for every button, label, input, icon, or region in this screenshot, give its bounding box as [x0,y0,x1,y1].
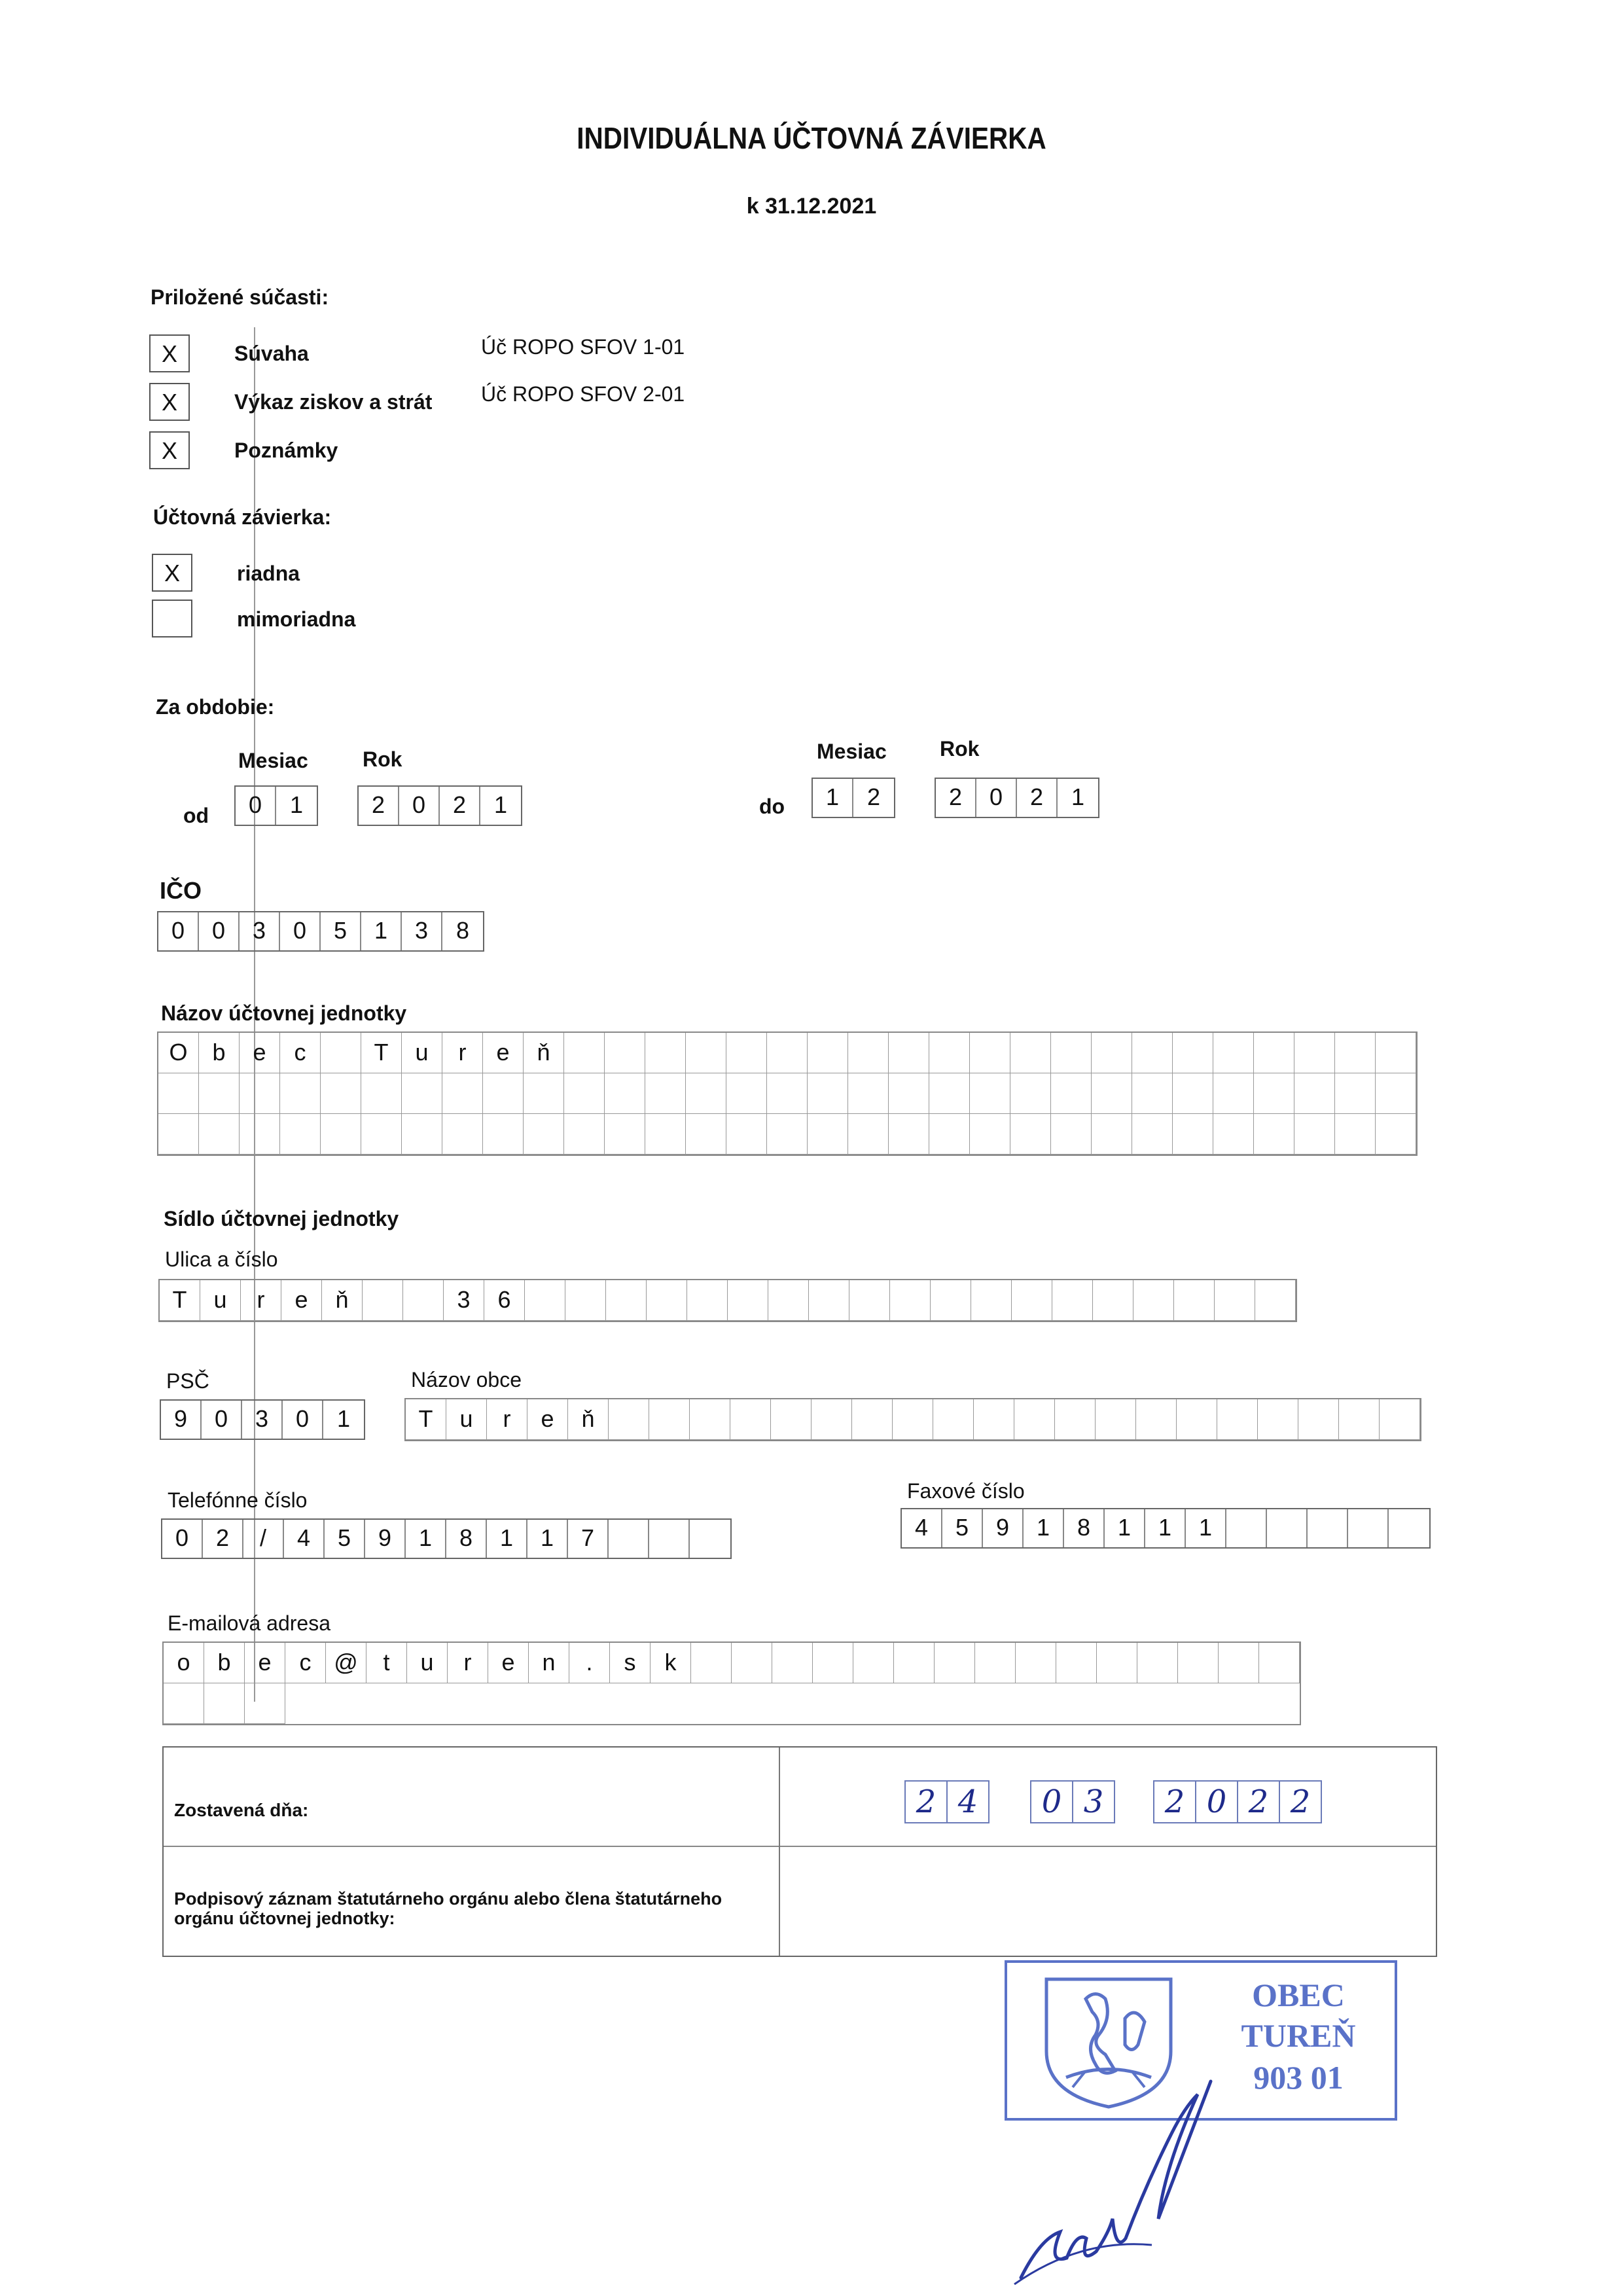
char-cell [1132,1114,1173,1155]
street-label: Ulica a číslo [165,1247,278,1271]
digit-cell: 0 [399,787,440,825]
char-cell [525,1280,565,1321]
char-cell: c [285,1643,326,1683]
char-cell [609,1520,649,1558]
char-cell [1173,1073,1213,1114]
handwritten-digit: 2 [1238,1782,1280,1822]
char-cell [853,1643,894,1683]
char-cell [1051,1073,1092,1114]
compiled-label: Zostavená dňa: [174,1800,309,1820]
char-cell [1010,1073,1051,1114]
char-cell: s [610,1643,651,1683]
ico-field[interactable] [157,911,484,952]
char-cell: r [448,1643,488,1683]
char-cell [1294,1073,1335,1114]
town-field[interactable] [404,1398,1421,1441]
char-cell: e [245,1643,285,1683]
char-cell: c [280,1033,321,1073]
char-cell [894,1643,935,1683]
char-cell [402,1114,442,1155]
char-cell: 3 [444,1280,484,1321]
char-cell [321,1033,361,1073]
char-cell [1335,1073,1376,1114]
char-cell [730,1399,771,1440]
char-cell [933,1399,974,1440]
char-cell [199,1073,240,1114]
char-cell: 1 [1145,1509,1186,1547]
char-cell [402,1073,442,1114]
char-cell [732,1643,772,1683]
char-cell [975,1643,1016,1683]
char-cell [686,1114,726,1155]
char-cell [240,1073,280,1114]
digit-cell: 8 [455,917,470,944]
char-cell [564,1073,605,1114]
char-cell: ň [568,1399,609,1440]
from-year-field[interactable] [357,785,522,826]
handwritten-digit: 2 [1154,1782,1196,1822]
digit-cell: 2 [936,779,976,817]
char-cell [1348,1509,1389,1547]
closing-type-label: riadna [237,562,300,585]
char-cell [1294,1033,1335,1073]
char-cell [524,1114,564,1155]
to-month-label: Mesiac [817,740,887,763]
char-cell [1056,1643,1097,1683]
char-cell [1173,1033,1213,1073]
char-cell: r [241,1280,281,1321]
char-cell [728,1280,768,1321]
char-cell: 3 [242,1401,283,1439]
char-cell [1055,1399,1096,1440]
char-cell: 5 [325,1520,365,1558]
char-cell [1093,1280,1133,1321]
char-cell: T [160,1280,200,1321]
compiled-year-field[interactable] [1153,1780,1322,1823]
char-cell [890,1280,931,1321]
char-cell [690,1520,730,1558]
closing-type-heading: Účtovná závierka: [153,505,332,529]
char-cell [767,1073,808,1114]
char-cell: u [200,1280,241,1321]
char-cell: u [407,1643,448,1683]
char-cell [1258,1399,1298,1440]
table-divider [779,1748,780,1956]
char-cell [813,1643,853,1683]
char-cell [929,1073,970,1114]
char-cell [931,1280,971,1321]
from-month-field[interactable] [234,785,318,826]
email-field[interactable] [162,1641,1301,1725]
char-cell: b [199,1033,240,1073]
signature-label: Podpisový záznam štatutárneho orgánu alebo člena štatutárneho orgánu účtovnej jednotky: [174,1889,722,1928]
attachment-label: Výkaz ziskov a strát [234,390,433,414]
closing-type-label: mimoriadna [237,607,356,631]
char-cell [645,1073,686,1114]
email-label: E-mailová adresa [168,1611,330,1635]
char-cell [1335,1033,1376,1073]
psc-field[interactable] [160,1399,365,1440]
char-cell [767,1033,808,1073]
char-cell [1051,1114,1092,1155]
from-year-label: Rok [363,747,402,771]
char-cell [609,1399,649,1440]
char-cell [483,1073,524,1114]
char-cell: 9 [365,1520,406,1558]
char-cell [645,1114,686,1155]
to-label: do [759,795,785,818]
to-month-field[interactable] [812,778,895,818]
char-cell: 7 [568,1520,609,1558]
checkbox-poznamky[interactable]: X [149,431,190,469]
char-cell [690,1399,730,1440]
handwritten-digit: 2 [906,1782,948,1822]
char-cell: . [569,1643,610,1683]
char-cell: u [402,1033,442,1073]
fax-label: Faxové číslo [907,1479,1025,1503]
char-cell [442,1073,483,1114]
fax-field[interactable] [901,1508,1431,1549]
char-cell [280,1073,321,1114]
char-cell [1010,1033,1051,1073]
char-cell [649,1520,690,1558]
char-cell [245,1683,285,1724]
char-cell [772,1643,813,1683]
char-cell: o [164,1643,204,1683]
char-cell: 8 [1064,1509,1105,1547]
char-cell [1226,1509,1267,1547]
char-cell: 1 [527,1520,568,1558]
attachment-label: Súvaha [234,342,309,365]
handwritten-digit: 4 [957,1784,978,1820]
char-cell [1213,1073,1254,1114]
char-cell [970,1114,1010,1155]
char-cell [280,1114,321,1155]
char-cell [1339,1399,1380,1440]
ico-label: IČO [160,877,202,904]
char-cell [1132,1033,1173,1073]
char-cell: 4 [902,1509,942,1547]
char-cell [686,1073,726,1114]
char-cell [1335,1114,1376,1155]
digit-cell: 3 [402,912,442,950]
from-month-label: Mesiac [238,749,308,772]
char-cell [1298,1399,1339,1440]
street-field[interactable] [158,1279,1297,1322]
checkbox-vykaz[interactable]: X [149,383,190,421]
char-cell [240,1114,280,1155]
char-cell [1092,1073,1132,1114]
checkbox-riadna[interactable]: X [152,554,192,592]
digit-cell: 1 [361,912,402,950]
char-cell [889,1114,929,1155]
char-cell [726,1073,767,1114]
char-cell: 5 [942,1509,983,1547]
seat-heading: Sídlo účtovnej jednotky [164,1207,399,1230]
char-cell: t [366,1643,407,1683]
psc-label: PSČ [166,1369,209,1393]
char-cell [849,1280,890,1321]
char-cell: 1 [487,1520,527,1558]
char-cell: 2 [203,1520,243,1558]
char-cell [1177,1399,1217,1440]
char-cell: b [204,1643,245,1683]
char-cell [645,1033,686,1073]
char-cell [361,1073,402,1114]
char-cell [771,1399,812,1440]
char-cell: 1 [1186,1509,1226,1547]
digit-cell: 0 [976,779,1017,817]
char-cell [1178,1643,1219,1683]
char-cell [1016,1643,1056,1683]
char-cell [767,1114,808,1155]
to-year-field[interactable] [935,778,1099,818]
handwritten-digit: 0 [1196,1782,1238,1822]
checkbox-mimoriadna[interactable] [152,600,192,637]
char-cell [889,1073,929,1114]
char-cell [649,1399,690,1440]
char-cell [686,1033,726,1073]
char-cell [1092,1114,1132,1155]
char-cell [1254,1073,1294,1114]
char-cell [164,1683,204,1724]
char-cell [403,1280,444,1321]
char-cell [691,1643,732,1683]
char-cell: 0 [162,1520,203,1558]
char-cell: / [243,1520,284,1558]
checkbox-suvaha[interactable]: X [149,334,190,372]
char-cell [605,1073,645,1114]
char-cell: e [488,1643,529,1683]
stamp-line-3: 903 01 [1253,2059,1344,2096]
char-cell [1092,1033,1132,1073]
phone-label: Telefónne číslo [168,1488,308,1512]
char-cell [483,1114,524,1155]
char-cell [606,1280,647,1321]
char-cell [564,1033,605,1073]
digit-cell: 1 [289,791,304,818]
digit-cell: 2 [359,787,399,825]
to-year-label: Rok [940,737,980,761]
char-cell [1051,1033,1092,1073]
char-cell [1213,1114,1254,1155]
char-cell [970,1073,1010,1114]
char-cell [158,1114,199,1155]
char-cell: 1 [1024,1509,1064,1547]
char-cell [1052,1280,1093,1321]
digit-cell: 3 [240,912,280,950]
digit-cell: 1 [493,791,508,818]
compiled-day-field[interactable] [904,1780,990,1823]
char-cell [1254,1033,1294,1073]
char-cell [808,1073,848,1114]
char-cell [1096,1399,1136,1440]
compiled-month-field[interactable] [1030,1780,1115,1823]
char-cell [361,1114,402,1155]
char-cell [809,1280,849,1321]
char-cell: 9 [161,1401,202,1439]
char-cell [1219,1643,1259,1683]
attachment-code: Úč ROPO SFOV 1-01 [481,335,685,359]
char-cell: O [158,1033,199,1073]
char-cell: 1 [336,1405,351,1432]
char-cell [321,1073,361,1114]
document-date: k 31.12.2021 [746,194,877,219]
char-cell [889,1033,929,1073]
char-cell [893,1399,933,1440]
char-cell: ň [322,1280,363,1321]
char-cell: e [527,1399,568,1440]
char-cell [935,1643,975,1683]
char-cell: T [361,1033,402,1073]
handwritten-signature [1001,2068,1237,2291]
char-cell [1097,1643,1137,1683]
char-cell [647,1280,687,1321]
char-cell [1012,1280,1052,1321]
phone-field[interactable] [161,1518,732,1559]
char-cell [726,1033,767,1073]
char-cell [852,1399,893,1440]
signature-table [162,1746,1437,1957]
char-cell: u [446,1399,487,1440]
char-cell [605,1033,645,1073]
digit-cell: 0 [280,912,321,950]
char-cell [442,1114,483,1155]
char-cell: 0 [202,1401,242,1439]
char-cell [974,1399,1014,1440]
town-label: Názov obce [411,1368,522,1391]
digit-cell: 1 [813,779,853,817]
char-cell [1215,1280,1255,1321]
char-cell [1254,1114,1294,1155]
char-cell: e [483,1033,524,1073]
char-cell [808,1114,848,1155]
stamp-line-1: OBEC [1252,1977,1345,2013]
char-cell: r [442,1033,483,1073]
char-cell [1010,1114,1051,1155]
digit-cell: 1 [1071,783,1085,810]
digit-cell: 2 [1017,779,1058,817]
from-label: od [183,804,209,827]
char-cell: 0 [283,1401,323,1439]
char-cell [687,1280,728,1321]
attachments-heading: Priložené súčasti: [151,285,329,309]
unit-name-field[interactable] [157,1031,1418,1156]
char-cell [605,1114,645,1155]
char-cell [848,1114,889,1155]
char-cell [808,1033,848,1073]
document-title: INDIVIDUÁLNA ÚČTOVNÁ ZÁVIERKA [577,121,1046,155]
char-cell: 9 [983,1509,1024,1547]
char-cell: T [406,1399,446,1440]
period-heading: Za obdobie: [156,695,275,719]
char-cell [1132,1073,1173,1114]
char-cell [1255,1280,1296,1321]
handwritten-digit: 2 [1290,1784,1311,1820]
char-cell [812,1399,852,1440]
digit-cell: 2 [440,787,480,825]
char-cell [848,1033,889,1073]
char-cell: 4 [284,1520,325,1558]
char-cell [321,1114,361,1155]
attachment-code: Úč ROPO SFOV 2-01 [481,382,685,406]
char-cell: 6 [484,1280,525,1321]
char-cell [1259,1643,1300,1683]
handwritten-digit: 0 [1031,1782,1073,1822]
char-cell [848,1073,889,1114]
char-cell: 1 [406,1520,446,1558]
char-cell [1217,1399,1258,1440]
char-cell: e [240,1033,280,1073]
digit-cell: 0 [236,787,276,825]
char-cell [204,1683,245,1724]
char-cell: e [281,1280,322,1321]
char-cell [1267,1509,1308,1547]
char-cell [158,1073,199,1114]
digit-cell: 0 [199,912,240,950]
char-cell: n [529,1643,569,1683]
char-cell [929,1033,970,1073]
char-cell [970,1033,1010,1073]
char-cell [1376,1073,1416,1114]
char-cell [1174,1280,1215,1321]
digit-cell: 5 [321,912,361,950]
char-cell [1308,1509,1348,1547]
char-cell: ň [524,1033,564,1073]
char-cell [1376,1033,1416,1073]
char-cell [1376,1114,1416,1155]
char-cell [1173,1114,1213,1155]
char-cell [363,1280,403,1321]
char-cell [565,1280,606,1321]
digit-cell: 2 [866,783,881,810]
char-cell [564,1114,605,1155]
char-cell [1213,1033,1254,1073]
char-cell: k [651,1643,691,1683]
char-cell [929,1114,970,1155]
char-cell [524,1073,564,1114]
char-cell [1014,1399,1055,1440]
char-cell [1137,1643,1178,1683]
char-cell [1294,1114,1335,1155]
char-cell: r [487,1399,527,1440]
char-cell [768,1280,809,1321]
stamp-line-2: TUREŇ [1241,2017,1356,2054]
char-cell: 8 [446,1520,487,1558]
char-cell: 1 [1105,1509,1145,1547]
char-cell [1133,1280,1174,1321]
char-cell [971,1280,1012,1321]
unit-name-label: Názov účtovnej jednotky [161,1001,407,1025]
digit-cell: 0 [158,912,199,950]
char-cell [726,1114,767,1155]
char-cell [1380,1399,1420,1440]
handwritten-digit: 3 [1083,1784,1104,1820]
attachment-label: Poznámky [234,439,338,462]
char-cell: @ [326,1643,366,1683]
char-cell [1136,1399,1177,1440]
char-cell [1389,1509,1429,1547]
char-cell [199,1114,240,1155]
